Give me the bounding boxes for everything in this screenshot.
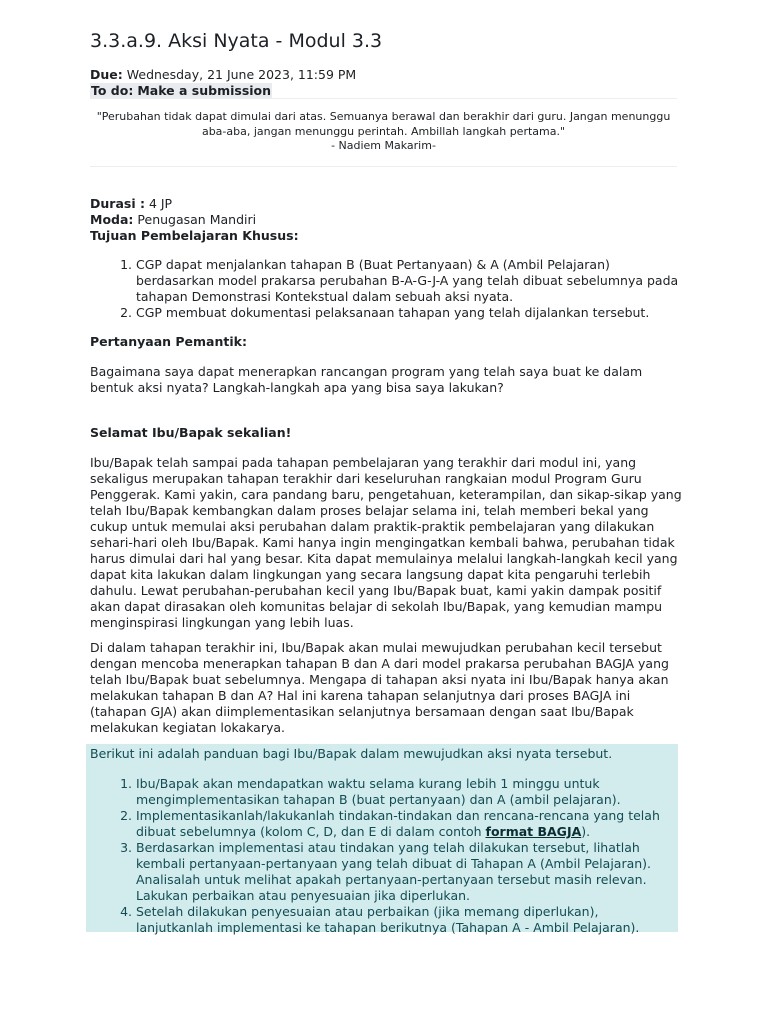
assignment-dates [90,67,356,99]
pemantik-text: Bagaimana saya dapat menerapkan rancangan program yang telah saya buat ke dalam bentuk aksi nyata? Langkah-langkah apa yang bisa saya lakukan? [90,364,643,395]
due-value: Wednesday, 21 June 2023, 11:59 PM [126,67,357,82]
quote-author: - Nadiem Makarim- [331,139,436,152]
todo-row [90,83,356,99]
guide-list [90,776,676,936]
objectives-list [90,257,680,321]
durasi-row [90,196,680,212]
due-date-row [90,67,356,83]
paragraph-intro: Ibu/Bapak telah sampai pada tahapan pembelajaran yang terakhir dari modul ini, yang sekaligus merupakan tahapan terakhir dari keseluruhan rangkaian modul Program Guru Penggerak. Kami yakin, cara pandang baru, pengetahuan, keterampilan, dan sikap-sikap yang telah Ibu/Bapak kembangkan dalam proses belajar selama ini, telah memberi bekal yang cukup untuk memulai aksi perubahan dalam praktik-praktik pembelajaran yang dilakukan sehari-hari oleh Ibu/Bapak. Kami hanya ingin mengingatkan kembali bahwa, perubahan tidak harus dimulai dari hal yang besar. Kita dapat memulainya melalui langkah-langkah kecil yang dapat kita lakukan dalam lingkungan yang secara langsung dapat kita pengaruhi terlebih dahulu. Lewat perubahan-perubahan kecil yang Ibu/Bapak buat, kami yakin dampak positif akan dapat dirasakan oleh komunitas belajar di sekolah Ibu/Bapak, yang kemudian mampu menginspirasi lingkungan yang lebih luas. [90,455,682,630]
todo-value: Make a submission [137,83,272,98]
guide-item: 4. Setelah dilakukan penyesuaian atau perbaikan (jika memang diperlukan), lanjutkanlah implementasi ke tahapan berikutnya (Tahapan A - Ambil Pelajaran). [136,904,676,936]
guide-item [136,808,676,840]
meta-block [90,196,680,244]
quote-line-2: aba-aba, jangan menunggu perintah. Ambillah langkah pertama." [201,124,566,138]
moda-label: Moda: [90,212,134,227]
tujuan-heading: Tujuan Pembelajaran Khusus: [90,228,299,243]
todo-label: To do: [91,83,134,98]
guide-box [86,744,678,935]
due-label: Due: [90,67,123,82]
guide-item-text-end: ). [581,824,591,839]
quote-block [90,110,677,154]
divider-top [90,98,677,99]
guide-item: 3. Berdasarkan implementasi atau tindakan yang telah dilakukan tersebut, lihatlah kembali pertanyaan-pertanyaan yang telah dibuat di Tahapan A (Ambil Pelajaran). Analisalah untuk melihat apakah pertanyaan-pertanyaan tersebut masih relevan. Lakukan perbaikan atau penyesuaian jika diperlukan. [136,840,676,904]
guide-intro: Berikut ini adalah panduan bagi Ibu/Bapak dalam mewujudkan aksi nyata tersebut. [90,746,613,761]
pemantik-heading: Pertanyaan Pemantik: [90,334,247,349]
durasi-label: Durasi : [90,196,145,211]
guide-item: 1. Ibu/Bapak akan mendapatkan waktu selama kurang lebih 1 minggu untuk mengimplementasikan tahapan B (buat pertanyaan) dan A (ambil pelajaran). [136,776,676,808]
paragraph-stages: Di dalam tahapan terakhir ini, Ibu/Bapak akan mulai mewujudkan perubahan kecil tersebut dengan mencoba menerapkan tahapan B dan A dari model prakarsa perubahan BAGJA yang telah Ibu/Bapak buat sebelumnya. Mengapa di tahapan aksi nyata ini Ibu/Bapak hanya akan melakukan tahapan B dan A? Hal ini karena tahapan selanjutnya dari proses BAGJA ini (tahapan GJA) akan diimplementasikan selanjutnya bersamaan dengan saat Ibu/Bapak melakukan kegiatan lokakarya. [90,640,669,735]
greeting-heading: Selamat Ibu/Bapak sekalian! [90,425,292,440]
durasi-value: 4 JP [148,196,173,211]
format-bagja-link[interactable]: format BAGJA [485,824,582,839]
objective-item: 1. CGP dapat menjalankan tahapan B (Buat Pertanyaan) & A (Ambil Pelajaran) berdasarkan model prakarsa perubahan B-A-G-J-A yang telah dibuat sebelumnya pada tahapan Demonstrasi Kontekstual dalam sebuah aksi nyata. [136,257,680,305]
guide-item-text: Implementasikanlah/lakukanlah tindakan-tindakan dan rencana-rencana yang telah dibuat sebelumnya (kolom C, D, dan E di dalam contoh [136,808,660,839]
objective-item: 2. CGP membuat dokumentasi pelaksanaan tahapan yang telah dijalankan tersebut. [136,305,680,321]
divider-quote [90,166,677,167]
quote-line-1: "Perubahan tidak dapat dimulai dari atas. Semuanya berawal dan berakhir dari guru. Jangan menunggu [96,110,671,123]
moda-row [90,212,680,228]
moda-value: Penugasan Mandiri [137,212,257,227]
todo-badge [90,83,272,98]
page-title: 3.3.a.9. Aksi Nyata - Modul 3.3 [90,30,383,52]
